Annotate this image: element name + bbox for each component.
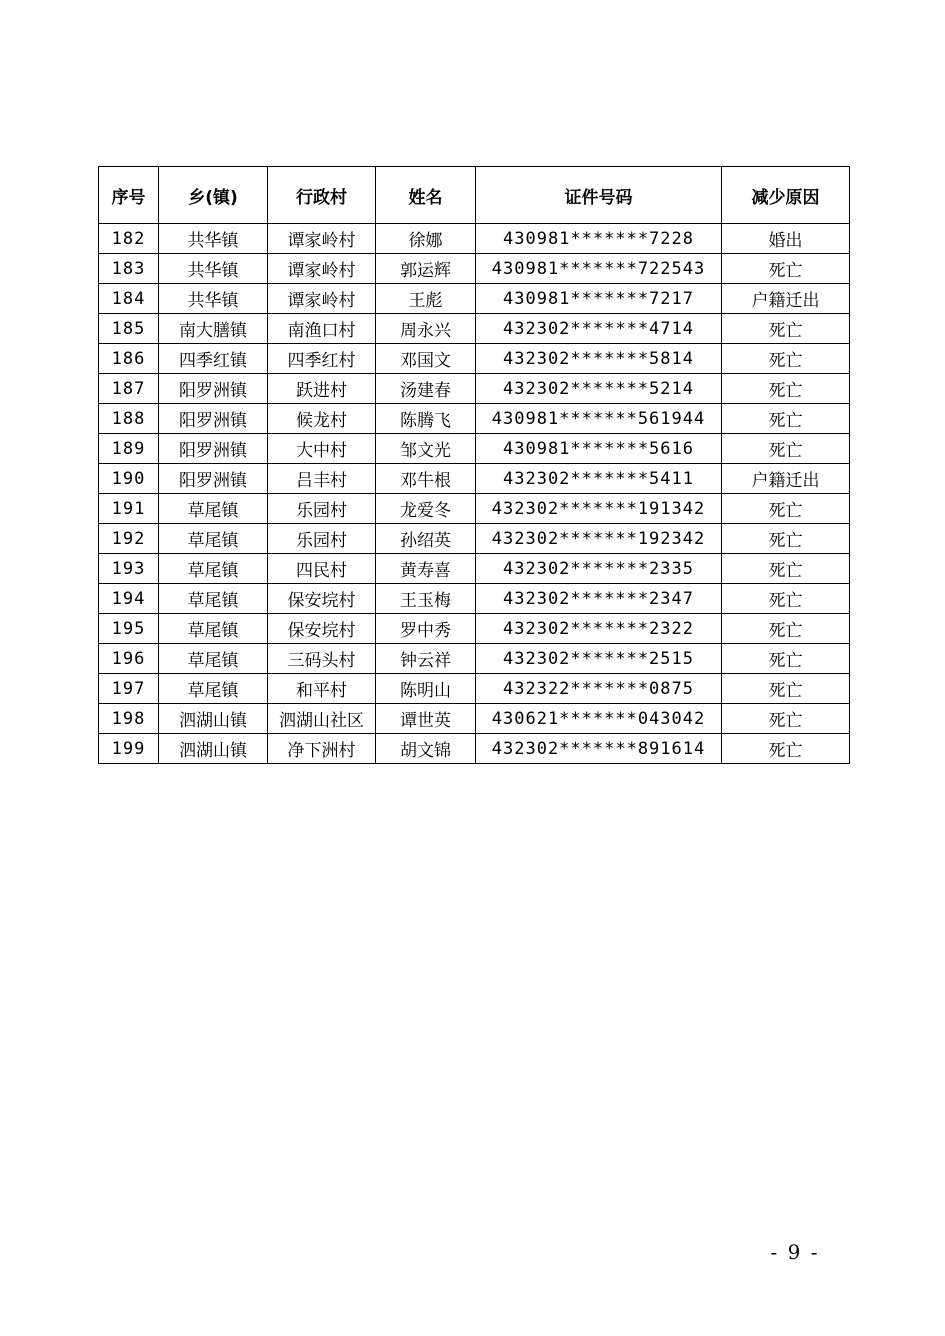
- cell-name: 徐娜: [376, 224, 476, 254]
- cell-id-number: 432302*******891614: [476, 734, 722, 764]
- cell-village: 谭家岭村: [268, 254, 376, 284]
- cell-id-number: 432302*******5411: [476, 464, 722, 494]
- cell-name: 邹文光: [376, 434, 476, 464]
- cell-serial: 189: [99, 434, 159, 464]
- table-header-row: [99, 167, 850, 224]
- cell-township: 共华镇: [159, 254, 268, 284]
- cell-township: 泗湖山镇: [159, 734, 268, 764]
- cell-id-number: 430981*******7217: [476, 284, 722, 314]
- cell-id-number: 432302*******191342: [476, 494, 722, 524]
- cell-village: 乐园村: [268, 494, 376, 524]
- cell-serial: 197: [99, 674, 159, 704]
- cell-township: 阳罗洲镇: [159, 404, 268, 434]
- cell-id-number: 430981*******561944: [476, 404, 722, 434]
- cell-name: 王彪: [376, 284, 476, 314]
- cell-township: 阳罗洲镇: [159, 434, 268, 464]
- cell-village: 保安垸村: [268, 614, 376, 644]
- table-row: [99, 674, 850, 704]
- cell-reduction-reason: 死亡: [722, 674, 850, 704]
- table-row: [99, 734, 850, 764]
- cell-serial: 188: [99, 404, 159, 434]
- cell-serial: 190: [99, 464, 159, 494]
- cell-name: 周永兴: [376, 314, 476, 344]
- table-row: [99, 704, 850, 734]
- cell-id-number: 432302*******2335: [476, 554, 722, 584]
- cell-village: 乐园村: [268, 524, 376, 554]
- cell-name: 郭运辉: [376, 254, 476, 284]
- cell-village: 保安垸村: [268, 584, 376, 614]
- cell-serial: 198: [99, 704, 159, 734]
- table-row: [99, 464, 850, 494]
- cell-serial: 199: [99, 734, 159, 764]
- cell-id-number: 432302*******2347: [476, 584, 722, 614]
- cell-township: 共华镇: [159, 224, 268, 254]
- cell-township: 草尾镇: [159, 524, 268, 554]
- cell-id-number: 430621*******043042: [476, 704, 722, 734]
- cell-id-number: 432302*******4714: [476, 314, 722, 344]
- cell-name: 钟云祥: [376, 644, 476, 674]
- header-reduction-reason: 减少原因: [722, 167, 850, 224]
- cell-name: 龙爱冬: [376, 494, 476, 524]
- header-name: 姓名: [376, 167, 476, 224]
- cell-name: 谭世英: [376, 704, 476, 734]
- header-village: 行政村: [268, 167, 376, 224]
- cell-reduction-reason: 死亡: [722, 734, 850, 764]
- table-row: [99, 434, 850, 464]
- cell-village: 跃进村: [268, 374, 376, 404]
- cell-township: 草尾镇: [159, 674, 268, 704]
- cell-township: 草尾镇: [159, 554, 268, 584]
- cell-village: 净下洲村: [268, 734, 376, 764]
- cell-reduction-reason: 死亡: [722, 374, 850, 404]
- cell-village: 四季红村: [268, 344, 376, 374]
- cell-id-number: 432302*******192342: [476, 524, 722, 554]
- header-township: 乡(镇): [159, 167, 268, 224]
- cell-village: 四民村: [268, 554, 376, 584]
- cell-reduction-reason: 死亡: [722, 254, 850, 284]
- cell-township: 阳罗洲镇: [159, 374, 268, 404]
- cell-reduction-reason: 死亡: [722, 314, 850, 344]
- table-row: [99, 344, 850, 374]
- cell-serial: 193: [99, 554, 159, 584]
- cell-serial: 194: [99, 584, 159, 614]
- cell-name: 王玉梅: [376, 584, 476, 614]
- cell-serial: 191: [99, 494, 159, 524]
- cell-id-number: 430981*******5616: [476, 434, 722, 464]
- cell-name: 陈腾飞: [376, 404, 476, 434]
- cell-reduction-reason: 死亡: [722, 524, 850, 554]
- page-number: - 9 -: [770, 1240, 820, 1264]
- cell-reduction-reason: 死亡: [722, 644, 850, 674]
- cell-reduction-reason: 户籍迁出: [722, 284, 850, 314]
- cell-serial: 196: [99, 644, 159, 674]
- cell-village: 吕丰村: [268, 464, 376, 494]
- cell-township: 泗湖山镇: [159, 704, 268, 734]
- cell-id-number: 430981*******7228: [476, 224, 722, 254]
- table-row: [99, 284, 850, 314]
- table-row: [99, 524, 850, 554]
- cell-township: 共华镇: [159, 284, 268, 314]
- cell-serial: 184: [99, 284, 159, 314]
- cell-reduction-reason: 户籍迁出: [722, 464, 850, 494]
- cell-serial: 185: [99, 314, 159, 344]
- cell-township: 四季红镇: [159, 344, 268, 374]
- cell-village: 候龙村: [268, 404, 376, 434]
- cell-reduction-reason: 死亡: [722, 344, 850, 374]
- cell-name: 汤建春: [376, 374, 476, 404]
- cell-serial: 195: [99, 614, 159, 644]
- cell-id-number: 432302*******2322: [476, 614, 722, 644]
- cell-serial: 187: [99, 374, 159, 404]
- table-row: [99, 614, 850, 644]
- table-row: [99, 254, 850, 284]
- cell-township: 草尾镇: [159, 584, 268, 614]
- cell-reduction-reason: 死亡: [722, 584, 850, 614]
- cell-village: 大中村: [268, 434, 376, 464]
- table-row: [99, 314, 850, 344]
- table-row: [99, 224, 850, 254]
- cell-reduction-reason: 婚出: [722, 224, 850, 254]
- cell-township: 南大膳镇: [159, 314, 268, 344]
- cell-name: 胡文锦: [376, 734, 476, 764]
- cell-id-number: 432302*******5814: [476, 344, 722, 374]
- cell-village: 三码头村: [268, 644, 376, 674]
- cell-name: 邓牛根: [376, 464, 476, 494]
- table-row: [99, 404, 850, 434]
- cell-name: 邓国文: [376, 344, 476, 374]
- cell-village: 谭家岭村: [268, 224, 376, 254]
- cell-reduction-reason: 死亡: [722, 404, 850, 434]
- cell-name: 罗中秀: [376, 614, 476, 644]
- cell-name: 孙绍英: [376, 524, 476, 554]
- cell-reduction-reason: 死亡: [722, 704, 850, 734]
- cell-reduction-reason: 死亡: [722, 614, 850, 644]
- cell-village: 泗湖山社区: [268, 704, 376, 734]
- cell-name: 黄寿喜: [376, 554, 476, 584]
- cell-reduction-reason: 死亡: [722, 554, 850, 584]
- cell-township: 阳罗洲镇: [159, 464, 268, 494]
- cell-serial: 192: [99, 524, 159, 554]
- cell-id-number: 430981*******722543: [476, 254, 722, 284]
- header-serial: 序号: [99, 167, 159, 224]
- table-row: [99, 644, 850, 674]
- cell-township: 草尾镇: [159, 644, 268, 674]
- records-table: [98, 166, 850, 764]
- cell-reduction-reason: 死亡: [722, 434, 850, 464]
- table-row: [99, 374, 850, 404]
- table-row: [99, 554, 850, 584]
- cell-serial: 182: [99, 224, 159, 254]
- cell-id-number: 432302*******2515: [476, 644, 722, 674]
- cell-township: 草尾镇: [159, 494, 268, 524]
- cell-name: 陈明山: [376, 674, 476, 704]
- table-row: [99, 584, 850, 614]
- cell-id-number: 432302*******5214: [476, 374, 722, 404]
- header-id-number: 证件号码: [476, 167, 722, 224]
- cell-township: 草尾镇: [159, 614, 268, 644]
- cell-id-number: 432322*******0875: [476, 674, 722, 704]
- cell-serial: 186: [99, 344, 159, 374]
- cell-serial: 183: [99, 254, 159, 284]
- cell-village: 南渔口村: [268, 314, 376, 344]
- cell-village: 和平村: [268, 674, 376, 704]
- cell-reduction-reason: 死亡: [722, 494, 850, 524]
- cell-village: 谭家岭村: [268, 284, 376, 314]
- table-row: [99, 494, 850, 524]
